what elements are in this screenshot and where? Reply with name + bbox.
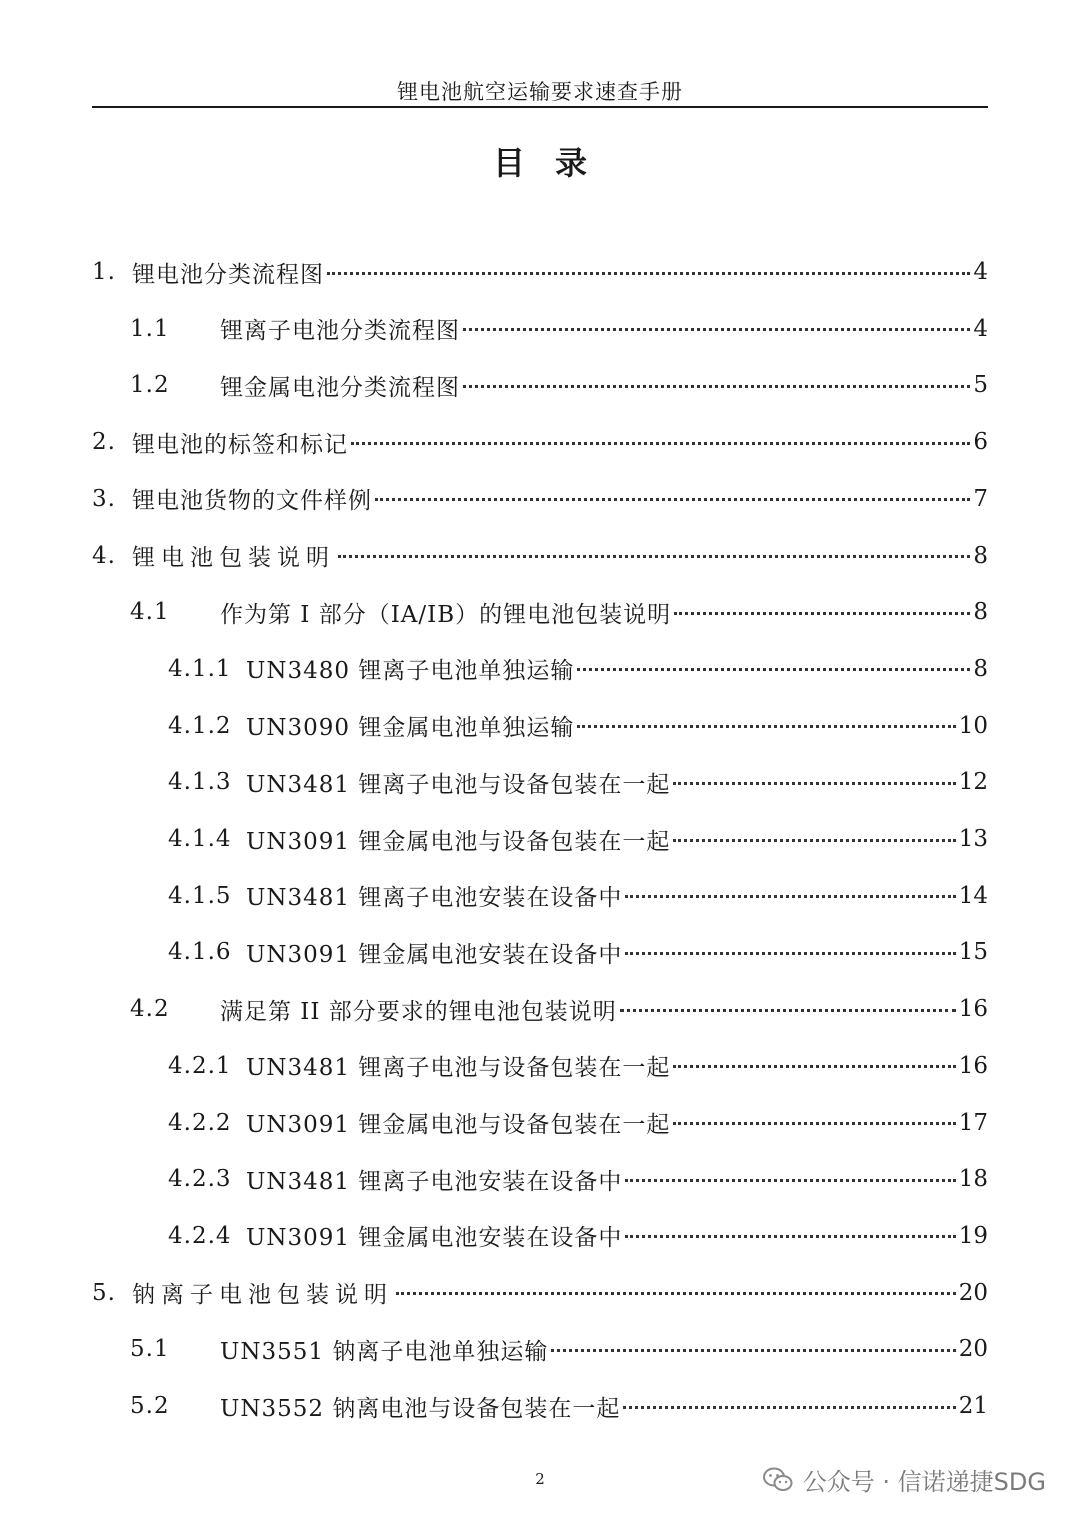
toc-dot-leader [338,555,970,558]
toc-entry[interactable] [168,1038,988,1094]
running-header-title: 锂电池航空运输要求速查手册 [397,80,683,104]
toc-entry-page: 10 [958,712,988,739]
toc-dot-leader [577,668,970,671]
toc-entry-title: UN3091 锂金属电池与设备包装在一起 [246,828,671,855]
toc-dot-leader [673,782,955,785]
toc-entry-page: 18 [958,1166,988,1193]
toc-entry-title: UN3481 锂离子电池与设备包装在一起 [246,771,671,798]
toc-entry-title: UN3480 锂离子电池单独运输 [246,658,575,685]
toc-entry-page: 4 [973,315,988,342]
toc-entry-page: 14 [958,882,988,909]
watermark-text: 公众号 · 信诺递捷SDG [802,1468,1046,1496]
toc-entry-title: UN3090 锂金属电池单独运输 [246,715,575,742]
toc-entry-page: 7 [973,485,988,512]
toc-dot-leader [674,612,970,615]
toc-entry-title: 锂离子电池分类流程图 [220,318,460,345]
toc-entry-title: 作为第 I 部分（IA/IB）的锂电池包装说明 [220,601,672,628]
toc-entry-page: 6 [973,429,988,456]
toc-entry-title: 满足第 II 部分要求的锂电池包装说明 [220,998,617,1025]
toc-entry-number: 4.1 [130,599,170,626]
toc-entry[interactable] [168,1151,988,1207]
toc-dot-leader [551,1349,955,1352]
toc-entry[interactable] [168,1095,988,1151]
toc-entry-number: 4. [92,542,116,569]
toc-entry-page: 4 [973,259,988,285]
toc-entry-number: 3. [92,485,116,512]
toc-entry[interactable] [130,981,988,1037]
toc-dot-leader [620,1009,956,1012]
toc-entry-page: 5 [973,372,988,399]
toc-dot-leader [625,895,955,898]
toc-entry[interactable] [130,584,988,640]
toc-entry-number: 1. [92,259,116,285]
header-rule [92,106,988,108]
toc-entry-page: 17 [958,1109,988,1136]
watermark [763,1462,1046,1497]
toc-dot-leader [577,725,955,728]
toc-entry[interactable] [130,1321,988,1377]
toc-entry-title: UN3091 锂金属电池与设备包装在一起 [246,1112,671,1138]
toc-entry-title: 钠离子电池包装说明 [132,1282,393,1309]
toc-dot-leader [327,272,970,275]
toc-entry-number: 1.2 [130,372,170,399]
wechat-icon [763,1467,793,1493]
toc-dot-leader [625,1179,955,1182]
toc-entry-page: 12 [958,769,988,796]
toc-entry[interactable] [168,811,988,867]
toc-entry[interactable] [130,357,988,413]
page-number: 2 [535,1470,545,1488]
toc-entry[interactable] [92,1265,988,1321]
toc-entry[interactable] [92,414,988,470]
toc-entry-number: 4.1.4 [168,826,232,852]
toc-entry-page: 8 [973,542,988,569]
toc-entry-number: 5.2 [130,1393,170,1419]
toc-entry-title: 锂电池分类流程图 [132,261,324,288]
toc-entry-number: 4.1.3 [168,769,232,796]
toc-entry-title: 锂电池货物的文件样例 [132,488,372,515]
toc-entry-number: 4.1.5 [168,882,232,909]
toc-entry-title: UN3091 锂金属电池安装在设备中 [246,1225,623,1252]
toc-entry-page: 13 [958,826,988,852]
toc-entry-page: 16 [958,1052,988,1079]
toc-entry[interactable] [92,244,988,300]
toc-entry-number: 5.1 [130,1336,170,1363]
toc-title: 目录 [492,144,617,182]
toc-entry-number: 1.1 [130,315,170,342]
toc-entry-page: 20 [958,1336,988,1363]
toc-entry-title: UN3091 锂金属电池安装在设备中 [246,941,623,968]
toc-dot-leader [673,1122,955,1125]
toc-entry-page: 19 [958,1222,988,1249]
toc-entry[interactable] [92,471,988,527]
toc-dot-leader [625,952,955,955]
toc-entry-page: 8 [973,655,988,682]
toc-dot-leader [396,1292,956,1295]
toc-entry-number: 4.2.2 [168,1109,232,1136]
toc-entry-number: 4.1.6 [168,939,232,966]
toc-entry-number: 2. [92,429,116,456]
toc-entry[interactable] [130,1378,988,1434]
toc-entry-number: 4.2 [130,996,170,1023]
toc-dot-leader [463,385,970,388]
toc-dot-leader [463,328,970,331]
toc-entry-number: 4.1.2 [168,712,232,739]
toc-entry[interactable] [92,528,988,584]
toc-entry-title: 锂电池包装说明 [132,545,335,571]
toc-entry[interactable] [168,868,988,924]
toc-dot-leader [623,1406,955,1409]
toc-dot-leader [375,498,970,501]
toc-entry[interactable] [168,1208,988,1264]
toc-entry[interactable] [168,754,988,810]
toc-entry-title: UN3552 钠离电池与设备包装在一起 [220,1395,621,1422]
toc-entry-page: 20 [958,1279,988,1306]
toc-entry-page: 8 [973,599,988,626]
toc-entry-title: UN3481 锂离子电池安装在设备中 [246,885,623,912]
toc-dot-leader [625,1235,955,1238]
toc-entry-title: 锂金属电池分类流程图 [220,374,460,401]
toc-entry-title: UN3551 钠离子电池单独运输 [220,1338,549,1365]
toc-dot-leader [673,839,955,842]
toc-entry-page: 16 [958,996,988,1023]
toc-entry-title: UN3481 锂离子电池与设备包装在一起 [246,1055,671,1082]
toc-entry[interactable] [168,641,988,697]
toc-entry-title: 锂电池的标签和标记 [132,431,348,458]
toc-entry-number: 4.2.1 [168,1052,232,1079]
toc-entry[interactable] [168,698,988,754]
toc-entry-number: 4.2.4 [168,1222,232,1249]
toc-entry[interactable] [130,301,988,357]
toc-entry-title: UN3481 锂离子电池安装在设备中 [246,1168,623,1195]
toc-entry-number: 4.2.3 [168,1166,232,1193]
toc-entry[interactable] [168,924,988,980]
toc-dot-leader [673,1065,955,1068]
toc-entry-number: 5. [92,1279,116,1306]
toc-dot-leader [351,442,970,445]
toc-entry-page: 21 [958,1393,988,1419]
toc-entry-number: 4.1.1 [168,655,232,682]
toc-entry-page: 15 [958,939,988,966]
